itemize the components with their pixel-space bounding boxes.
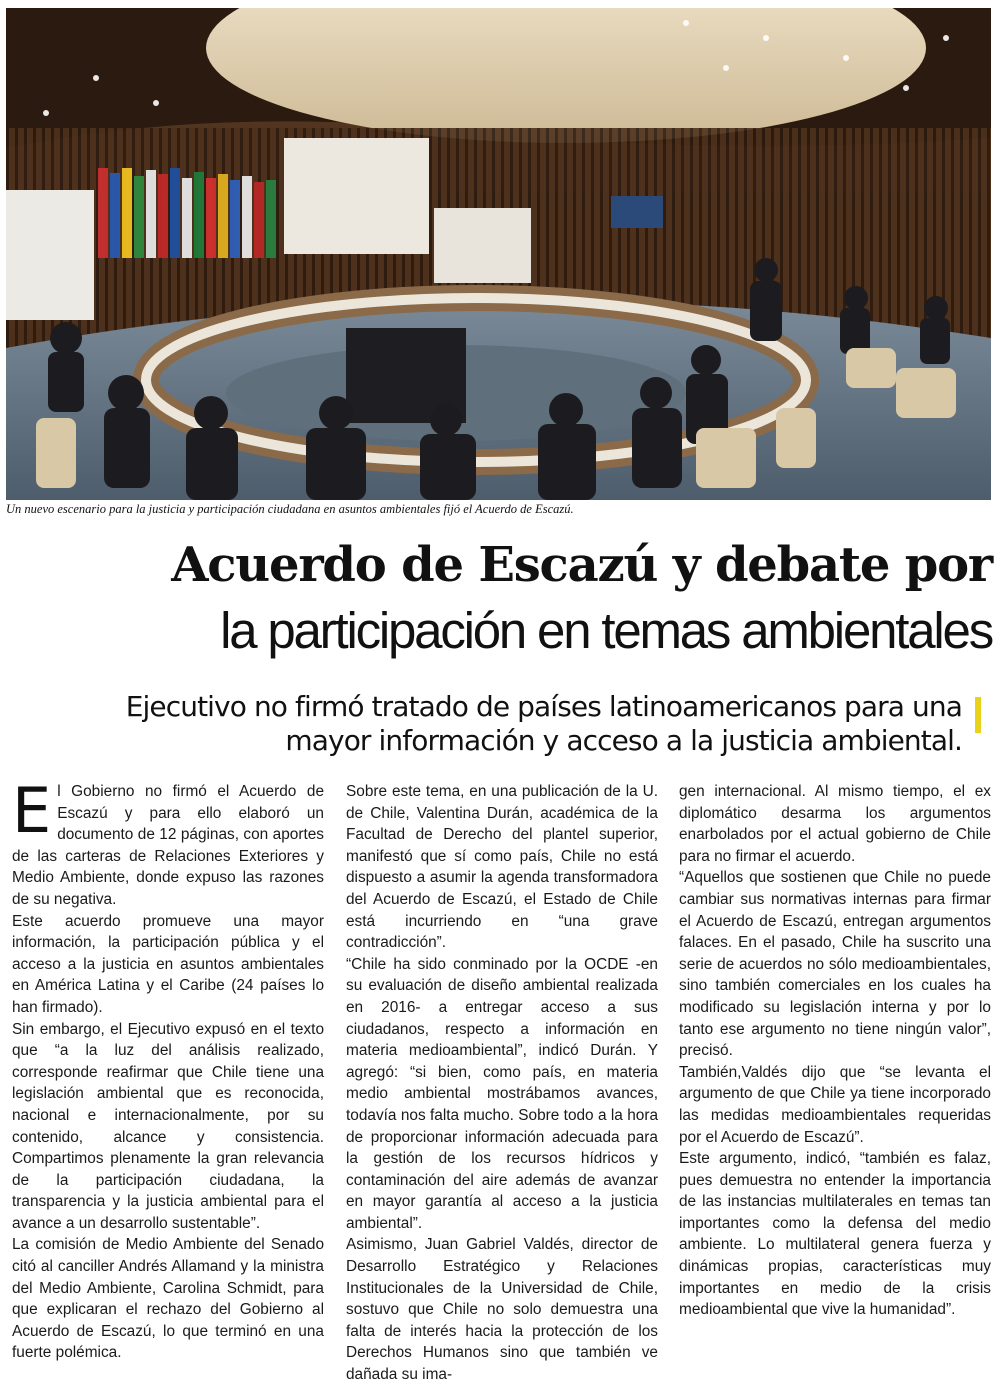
photo-caption: Un nuevo escenario para la justicia y participación ciudadana en asuntos ambientales fijó el Acuerdo de Escazú. — [6, 502, 574, 516]
headline-line-1: Acuerdo de Escazú y debate por — [171, 537, 992, 593]
paragraph — [12, 774, 324, 911]
headline-line-2: la participación en temas ambientales — [220, 602, 992, 659]
paragraph: Asimismo, Juan Gabriel Valdés, director de Desarrollo Estratégico y Relaciones Institucionales de la Universidad de Chile, sostuvo que Chile no solo demuestra una falta de interés hacia la protección de los Derechos Humanos sino que también ve dañada su ima- — [346, 1236, 658, 1384]
article-photo — [6, 8, 991, 500]
accent-bar — [975, 697, 981, 733]
article-column-1 — [12, 774, 324, 1364]
article-column-2 — [346, 781, 658, 1386]
paragraph: Sobre este tema, en una publicación de la U. de Chile, Valentina Durán, académica de la Facultad de Derecho del plantel superior, manifestó que sí como país, Chile no está dispuesto a asumir la agenda transformadora del Acuerdo de Escazú, el Estado de Chile está incurriendo en “una grave contradicción”. — [346, 783, 658, 952]
paragraph: Este argumento, indicó, “también es falaz, pues demuestra no entender la importancia de las instancias multilaterales en temas tan importantes como la defensa del medio ambiente. Lo multilateral genera fuerza y dinámicas propias, características muy importantes en medio de la crisis medioambiental que vive la humanidad”. — [679, 1150, 991, 1319]
paragraph: Sin embargo, el Ejecutivo expusó en el texto que “a la luz del análisis realizado, corresponde reafirmar que Chile tiene una legislación ambiental que es reconocida, nacional e internacionalmente, por su contenido, alcance y consistencia. Compartimos plenamente la gran relevancia de la participación ciudadana, la transparencia y la justicia ambiental para el avance a un desarrollo sustentable”. — [12, 1020, 324, 1232]
paragraph: “Aquellos que sostienen que Chile no puede cambiar sus normativas internas para firmar el Acuerdo de Escazú, entregan argumentos falaces. En el pasado, Chile ha suscrito una serie de acuerdos no sólo medioambientales, sino también comerciales en los cuales ha modificado su legislación interna y por lo tanto ese argumento no tiene ningún valor”, precisó. — [679, 869, 991, 1060]
subheadline: Ejecutivo no firmó tratado de países latinoamericanos para una mayor información y acceso a la justicia ambiental. — [125, 690, 962, 757]
article-column-3 — [679, 781, 991, 1321]
conference-room-photo — [6, 8, 991, 500]
paragraph: La comisión de Medio Ambiente del Senado citó al canciller Andrés Allamand y la ministra del Medio Ambiente, Carolina Schmidt, para que explicaran el rechazo del Gobierno al Acuerdo de Escazú, lo que terminó en una fuerte polémica. — [12, 1236, 324, 1362]
dropcap: E — [12, 774, 52, 847]
paragraph: También,Valdés dijo que “se levanta el argumento de que Chile ya tiene incorporado las medidas medioambientales requeridas por el Acuerdo de Escazú”. — [679, 1063, 991, 1146]
paragraph: Este acuerdo promueve una mayor información, la participación pública y el acceso a la justicia en asuntos ambientales en América Latina y el Caribe (24 países lo han firmado). — [12, 912, 324, 1016]
paragraph-text: l Gobierno no firmó el Acuerdo de Escazú y para ello elaboró un documento de 12 páginas, con aportes de las carteras de Relaciones Exteriores y Medio Ambiente, donde expuso las razones de su negativa. — [12, 783, 324, 908]
paragraph: gen internacional. Al mismo tiempo, el ex diplomático desarma los argumentos enarbolados por el actual gobierno de Chile para no firmar el acuerdo. — [679, 783, 991, 865]
paragraph: “Chile ha sido conminado por la OCDE -en su evaluación de diseño ambiental realizada en 2016- a entregar acceso a sus ciudadanos, respecto a información en materia medioambiental”, indicó Durán. Y agregó: “si bien, como país, en materia medio ambiental mostrábamos avances, todavía nos falta mucho. Sobre todo a la hora de proporcionar información adecuada para la gestión de los recursos hídricos y contaminación del aire además de avanzar en mayor garantía al acceso a la justicia ambiental”. — [346, 955, 658, 1232]
